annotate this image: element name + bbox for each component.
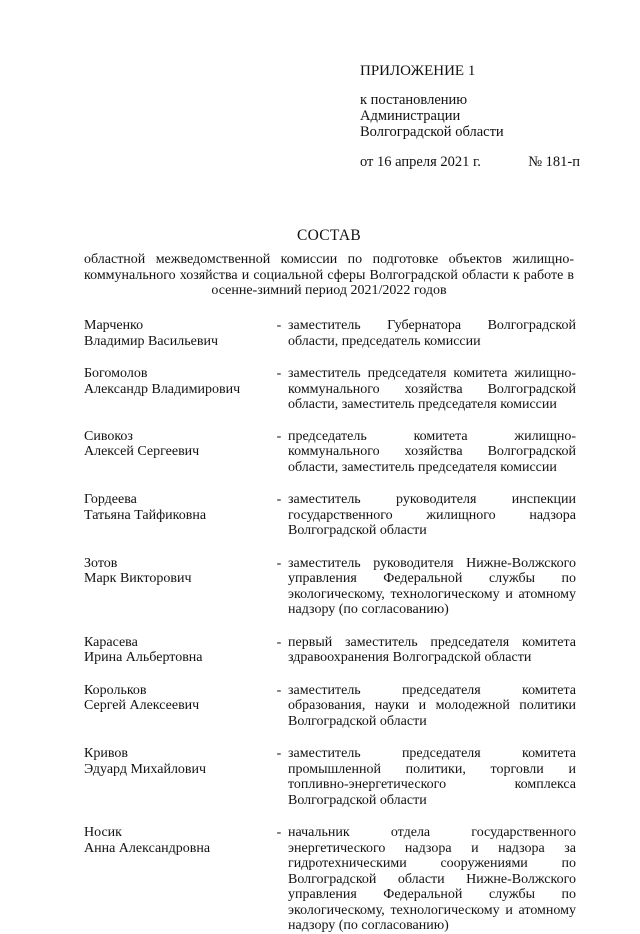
member-dash: - [276, 682, 282, 698]
member-given-names: Сергей Алексеевич [84, 698, 200, 713]
member-surname: Носик [84, 825, 122, 840]
member-role: заместитель Губернатора Волгоградской области, председатель комиссии [288, 318, 576, 349]
annex-line-3: Волгоградской области [360, 124, 504, 140]
member-dash: - [276, 555, 282, 571]
annex-date: от 16 апреля 2021 г. [360, 154, 481, 170]
member-name [84, 492, 270, 539]
annex-line-1: к постановлению [360, 92, 468, 108]
document-title: СОСТАВ [296, 227, 362, 244]
annex-block [360, 63, 600, 170]
member-dash: - [276, 428, 282, 444]
member-given-names: Алексей Сергеевич [84, 444, 200, 459]
member-dash: - [276, 366, 282, 381]
annex-line-2: Администрации [360, 108, 461, 124]
document-subtitle: областной межведомственной комиссии по подготовке объектов жилищно-коммунального хозяйства и социальной сферы Волгоградской области к работе в осенне-зимний период 2021/2022 годов [84, 252, 574, 298]
member-row [84, 746, 576, 808]
annex-title: ПРИЛОЖЕНИЕ 1 [360, 63, 476, 79]
member-dash: - [276, 634, 282, 650]
member-row [84, 492, 576, 539]
annex-date-line [360, 154, 580, 170]
member-given-names: Татьяна Тайфиковна [84, 507, 207, 523]
member-name [84, 746, 270, 808]
member-given-names: Эдуард Михайлович [84, 761, 207, 777]
member-given-names: Владимир Васильевич [84, 333, 218, 349]
members-list [84, 318, 576, 934]
member-role: заместитель председателя комитета образования, науки и молодежной политики Волгоградской области [288, 682, 576, 729]
member-name [84, 556, 270, 618]
member-dash: - [276, 825, 282, 840]
member-name [84, 429, 270, 476]
member-row [84, 318, 576, 349]
member-row [84, 635, 576, 666]
member-given-names: Марк Викторович [84, 571, 192, 586]
member-role: заместитель председателя комитета промышленной политики, торговли и топливно-энергетического комплекса Волгоградской области [288, 746, 576, 808]
member-role: заместитель руководителя Нижне-Волжского управления Федеральной службы по экологическому, технологическому и атомному надзору (по согласованию) [288, 555, 576, 617]
member-name [84, 366, 270, 413]
member-row [84, 366, 576, 413]
member-dash: - [276, 492, 282, 507]
member-name [84, 825, 270, 934]
member-given-names: Ирина Альбертовна [84, 650, 203, 665]
member-role: первый заместитель председателя комитета здравоохранения Волгоградской области [288, 634, 576, 665]
member-name [84, 318, 270, 349]
annex-number: № 181-п [528, 154, 580, 170]
member-surname: Зотов [84, 555, 118, 571]
member-surname: Кривов [84, 746, 128, 761]
member-surname: Марченко [84, 318, 144, 333]
member-given-names: Анна Александровна [84, 840, 211, 856]
member-surname: Карасева [84, 634, 138, 650]
member-row [84, 683, 576, 730]
member-role: заместитель председателя комитета жилищно-коммунального хозяйства Волгоградской области, заместитель председателя комиссии [288, 366, 576, 412]
member-role: начальник отдела государственного энергетического надзора и надзора за гидротехническими сооружениями по Волгоградской области Нижне-Волжского управления Федеральной службы по экологическому, технологическому и атомному надзору (по согласованию) [288, 825, 576, 933]
member-surname: Сивокоз [84, 428, 133, 444]
member-role: заместитель руководителя инспекции государственного жилищного надзора Волгоградской области [288, 492, 576, 538]
member-surname: Гордеева [84, 492, 137, 507]
member-given-names: Александр Владимирович [84, 381, 241, 397]
member-name [84, 635, 270, 666]
member-dash: - [276, 318, 282, 333]
member-surname: Богомолов [84, 366, 148, 381]
member-row [84, 429, 576, 476]
member-row [84, 556, 576, 618]
member-role: председатель комитета жилищно-коммунального хозяйства Волгоградской области, заместитель председателя комиссии [288, 428, 576, 475]
member-surname: Корольков [84, 682, 147, 698]
member-row [84, 825, 576, 934]
member-dash: - [276, 746, 282, 761]
member-name [84, 683, 270, 730]
